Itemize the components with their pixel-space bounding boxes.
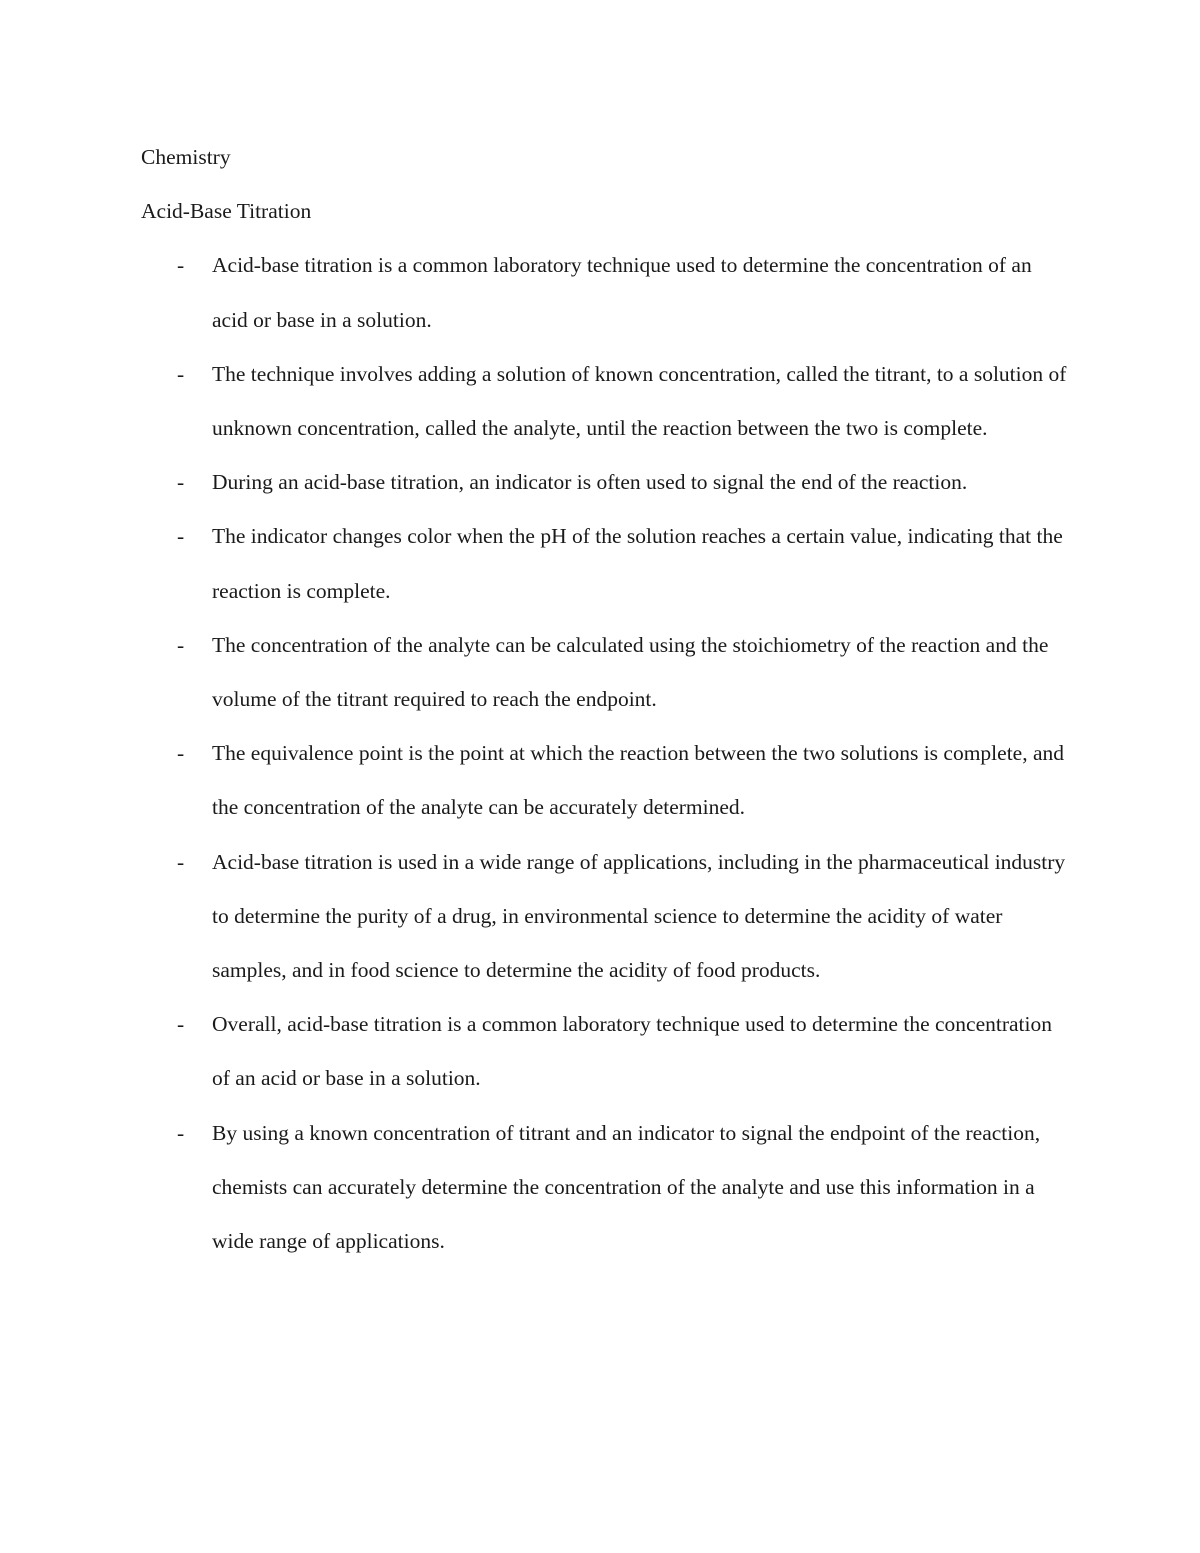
bullet-dash: -: [177, 361, 185, 386]
subject-heading: Chemistry: [141, 145, 231, 169]
list-item-text: During an acid-base titration, an indicator is often used to signal the end of the reaction.: [212, 470, 968, 495]
list-item: [141, 509, 1072, 617]
bullet-dash: -: [177, 524, 185, 549]
list-item-text: The equivalence point is the point at which the reaction between the two solutions is complete, and the concentration of the analyte can be accurately determined.: [212, 741, 1065, 820]
list-item-text: Overall, acid-base titration is a common laboratory technique used to determine the concentration of an acid or base in a solution.: [212, 1012, 1052, 1091]
list-item-text: Acid-base titration is used in a wide range of applications, including in the pharmaceutical industry to determine the purity of a drug, in environmental science to determine the acidity of water samples, and in food science to determine the acidity of food products.: [212, 849, 1066, 983]
list-item: [141, 238, 1072, 346]
list-item-text: The technique involves adding a solution of known concentration, called the titrant, to a solution of unknown concentration, called the analyte, until the reaction between the two is complete.: [212, 361, 1067, 441]
list-item: [141, 726, 1072, 834]
bullet-dash: -: [177, 1120, 185, 1145]
topic-title: Acid-Base Titration: [141, 199, 312, 224]
list-item: [141, 835, 1072, 998]
bullet-dash: -: [177, 632, 185, 657]
bullet-dash: -: [177, 741, 185, 766]
list-item: [141, 347, 1072, 455]
list-item-text: Acid-base titration is a common laboratory technique used to determine the concentration of an acid or base in a solution.: [212, 253, 1032, 332]
document-body: [141, 130, 1071, 1268]
list-item-text: By using a known concentration of titrant and an indicator to signal the endpoint of the reaction, chemists can accurately determine the concentration of the analyte and use this information in a wide range of applications.: [212, 1120, 1041, 1254]
list-item-text: The concentration of the analyte can be calculated using the stoichiometry of the reaction and the volume of the titrant required to reach the endpoint.: [212, 632, 1049, 712]
list-item: [141, 618, 1072, 726]
bullet-dash: -: [177, 253, 185, 278]
notes-list: [141, 238, 1071, 1268]
list-item: [141, 1106, 1072, 1269]
bullet-dash: -: [177, 1012, 185, 1037]
list-item: [141, 455, 1072, 509]
bullet-dash: -: [177, 849, 185, 874]
list-item-text: The indicator changes color when the pH of the solution reaches a certain value, indicating that the reaction is complete.: [212, 524, 1063, 603]
bullet-dash: -: [177, 470, 185, 495]
list-item: [141, 997, 1072, 1105]
